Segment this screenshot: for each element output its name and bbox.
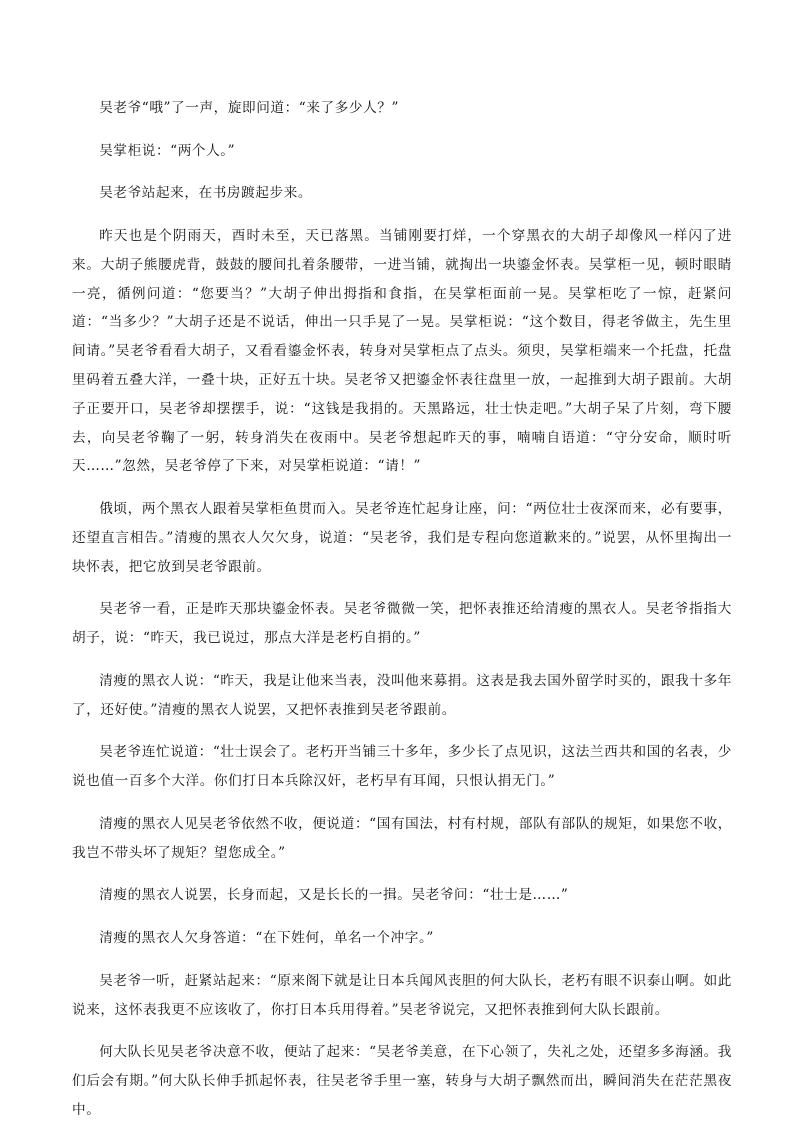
- story-paragraph-13: 何大队长见吴老爷决意不收，便站了起来：“吴老爷美意，在下心领了，失礼之处，还望多多海涵。我们后会有期。”何大队长伸手抓起怀表，往吴老爷手里一塞，转身与大胡子飘然而出，瞬间消失在茫茫黑夜中。: [72, 1044, 732, 1118]
- story-paragraph-6: 吴老爷一看，正是昨天那块鎏金怀表。吴老爷微微一笑，把怀表推还给清瘦的黑衣人。吴老爷指指大胡子，说：“昨天，我已说过，那点大洋是老朽自捐的。”: [72, 601, 732, 647]
- story-paragraph-8: 吴老爷连忙说道：“壮士误会了。老朽开当铺三十多年，多少长了点见识，这法兰西共和国的名表，少说也值一百多个大洋。你们打日本兵除汉奸，老朽早有耳闻，只恨认捐无门。”: [72, 744, 732, 790]
- story-paragraph-10: 清瘦的黑衣人说罢，长身而起，又是长长的一揖。吴老爷问：“壮士是……”: [99, 887, 569, 904]
- story-paragraph-1: 吴老爷“哦”了一声，旋即问道：“来了多少人？”: [99, 100, 400, 116]
- story-paragraph-9: 清瘦的黑衣人见吴老爷依然不收，便说道：“国有国法，村有村规，部队有部队的规矩，如果您不收，我岂不带头坏了规矩？望您成全。”: [72, 815, 732, 861]
- story-paragraph-5: 俄顷，两个黑衣人跟着吴掌柜鱼贯而入。吴老爷连忙起身让座，问：“两位壮士夜深而来，必有要事，还望直言相告。”清瘦的黑衣人欠欠身，说道：“吴老爷，我们是专程向您道歉来的。”说罢，从怀里掏出一块怀表，把它放到吴老爷跟前。: [72, 501, 732, 575]
- story-paragraph-4: 昨天也是个阴雨天，酉时未至，天已落黑。当铺刚要打烊，一个穿黑衣的大胡子却像风一样闪了进来。大胡子熊腰虎背，鼓鼓的腰间扎着条腰带，一进当铺，就掏出一块鎏金怀表。吴掌柜一见，顿时眼睛一亮，循例问道：“您要当？”大胡子伸出拇指和食指，在吴掌柜面前一晃。吴掌柜吃了一惊，赶紧问道：“当多少？”大胡子还是不说话，伸出一只手晃了一晃。吴掌柜说：“这个数目，得老爷做主，先生里间请。”吴老爷看看大胡子，又看看鎏金怀表，转身对吴掌柜点了点头。须臾，吴掌柜端来一个托盘，托盘里码着五叠大洋，一叠十块，正好五十块。吴老爷又把鎏金怀表往盘里一放，一起推到大胡子跟前。大胡子正要开口，吴老爷却摆摆手，说：“这钱是我捐的。天黑路远，壮士快走吧。”大胡子呆了片刻，弯下腰去，向吴老爷鞠了一躬，转身消失在夜雨中。吴老爷想起昨天的事，喃喃自语道：“守分安命，顺时听天……”忽然，吴老爷停了下来，对吴掌柜说道：“请！”: [72, 228, 732, 475]
- document-page: [72, 94, 732, 1138]
- story-paragraph-2: 吴掌柜说：“两个人。”: [99, 142, 236, 159]
- story-paragraph-11: 清瘦的黑衣人欠身答道：“在下姓何，单名一个冲字。”: [99, 930, 434, 947]
- story-paragraph-3: 吴老爷站起来，在书房踱起步来。: [99, 185, 313, 202]
- story-paragraph-12: 吴老爷一听，赶紧站起来：“原来阁下就是让日本兵闻风丧胆的何大队长，老朽有眼不识泰山啊。如此说来，这怀表我更不应该收了，你打日本兵用得着。”吴老爷说完，又把怀表推到何大队长跟前。: [72, 972, 732, 1018]
- story-paragraph-7: 清瘦的黑衣人说：“昨天，我是让他来当表，没叫他来募捐。这表是我去国外留学时买的，跟我十多年了，还好使。”清瘦的黑衣人说罢，又把怀表推到吴老爷跟前。: [72, 672, 732, 718]
